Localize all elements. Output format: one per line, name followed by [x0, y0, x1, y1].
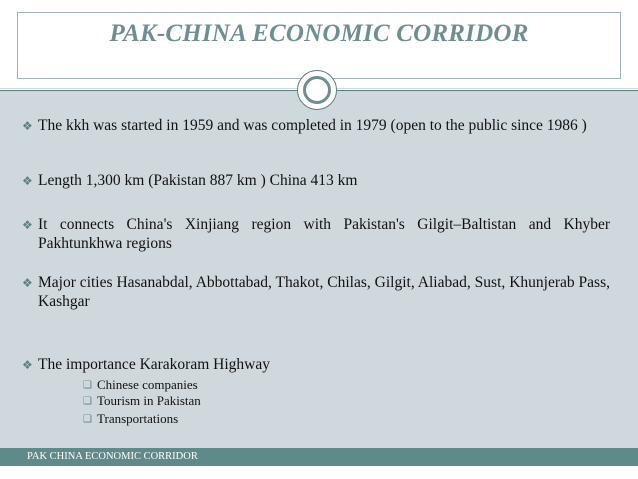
bullet-item	[22, 215, 610, 253]
diamond-bullet-icon: ❖	[22, 276, 33, 290]
footer-bar	[0, 448, 638, 466]
bullet-item	[22, 273, 610, 311]
slide-title: PAK-CHINA ECONOMIC CORRIDOR	[109, 20, 529, 47]
sub-bullet-item	[83, 377, 198, 393]
diamond-bullet-icon: ❖	[22, 119, 33, 133]
bullet-text: It connects China's Xinjiang region with Pakistan's Gilgit–Baltistan and Khyber Pakhtunkhwa regions	[38, 216, 610, 252]
bullet-text: Length 1,300 km (Pakistan 887 km ) China 413 km	[38, 172, 358, 189]
square-bullet-icon: ❑	[83, 414, 92, 425]
footer-text: PAK CHINA ECONOMIC CORRIDOR	[27, 451, 198, 462]
sub-bullet-text: Tourism in Pakistan	[97, 393, 201, 408]
bullet-text: Major cities Hasanabdal, Abbottabad, Thakot, Chilas, Gilgit, Aliabad, Sust, Khunjerab Pass, Kashgar	[38, 274, 610, 310]
sub-bullet-item	[83, 393, 201, 409]
sub-bullet-text: Chinese companies	[97, 377, 198, 392]
bullet-text: The kkh was started in 1959 and was completed in 1979 (open to the public since 1986 )	[38, 117, 587, 134]
sub-bullet-text: Transportations	[97, 411, 179, 426]
bullet-text: The importance Karakoram Highway	[38, 356, 270, 373]
bullet-item	[22, 355, 610, 374]
ring-ornament-inner	[303, 76, 331, 104]
diamond-bullet-icon: ❖	[22, 358, 33, 372]
bullet-item	[22, 171, 610, 190]
square-bullet-icon: ❑	[83, 380, 92, 391]
diamond-bullet-icon: ❖	[22, 218, 33, 232]
footer	[0, 448, 638, 479]
diamond-bullet-icon: ❖	[22, 174, 33, 188]
square-bullet-icon: ❑	[83, 396, 92, 407]
content-area	[0, 91, 638, 448]
sub-bullet-item	[83, 411, 179, 427]
bullet-item	[22, 116, 610, 135]
